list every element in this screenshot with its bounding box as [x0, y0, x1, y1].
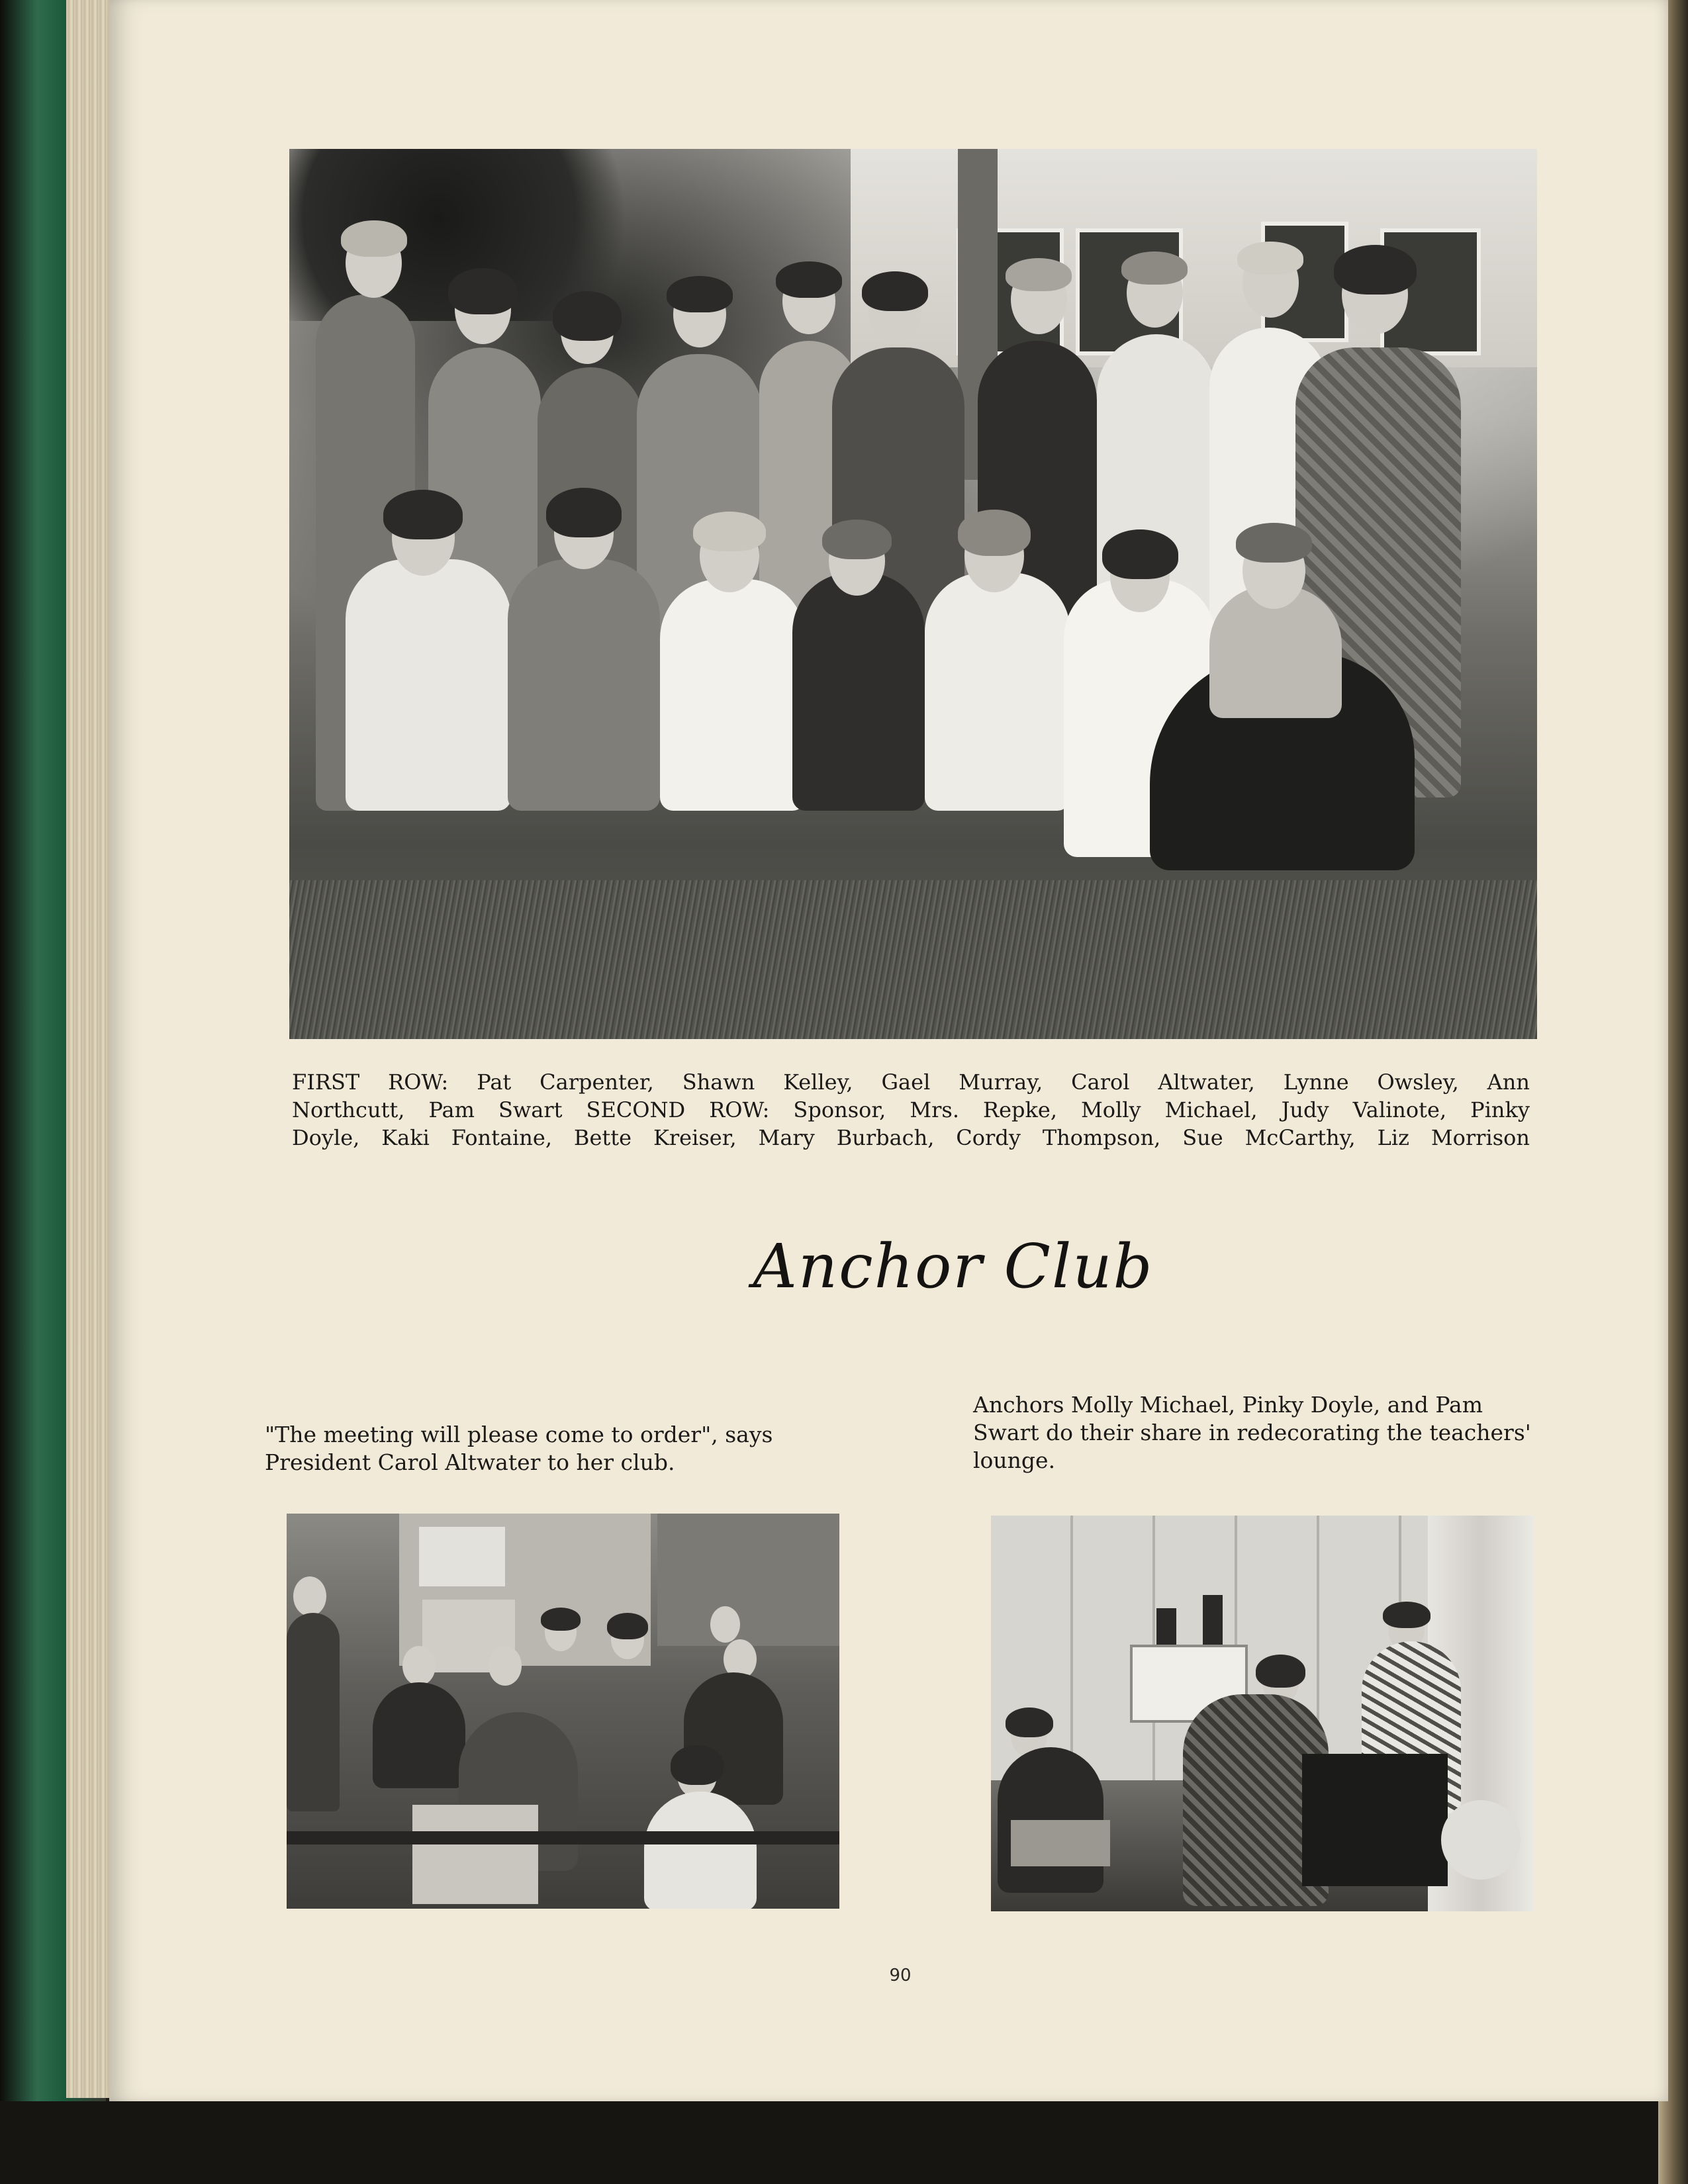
lounge-caption-line-1: Anchors Molly Michael, Pinky Doyle, and Pam [973, 1392, 1483, 1418]
meeting-caption-line-1: "The meeting will please come to order", says [265, 1422, 773, 1447]
photo-building [851, 149, 1537, 367]
lounge-caption-line-2: Swart do their share in redecorating the teachers' [973, 1420, 1531, 1445]
group-caption-line-1: FIRST ROW: Pat Carpenter, Shawn Kelley, Gael Murray, Carol Altwater, Lynne Owsley, Ann [292, 1069, 1530, 1095]
page-title: Anchor Club [753, 1231, 1154, 1302]
page-edges [66, 0, 113, 2098]
lounge-caption-line-3: lounge. [973, 1447, 1056, 1473]
group-caption-line-3: Doyle, Kaki Fontaine, Bette Kreiser, Mary Burbach, Cordy Thompson, Sue McCarthy, Liz Morrison [292, 1125, 1530, 1150]
meeting-photo [287, 1514, 839, 1909]
page-number: 90 [889, 1966, 912, 1985]
lounge-caption [973, 1391, 1582, 1475]
group-caption [292, 1068, 1530, 1152]
lounge-photo [991, 1516, 1534, 1911]
meeting-caption [265, 1421, 874, 1477]
background-surface [0, 2101, 1688, 2184]
group-caption-line-2: Northcutt, Pam Swart SECOND ROW: Sponsor, Mrs. Repke, Molly Michael, Judy Valinote, Pinky [292, 1097, 1530, 1122]
group-photo [289, 149, 1537, 1039]
meeting-caption-line-2: President Carol Altwater to her club. [265, 1449, 675, 1475]
